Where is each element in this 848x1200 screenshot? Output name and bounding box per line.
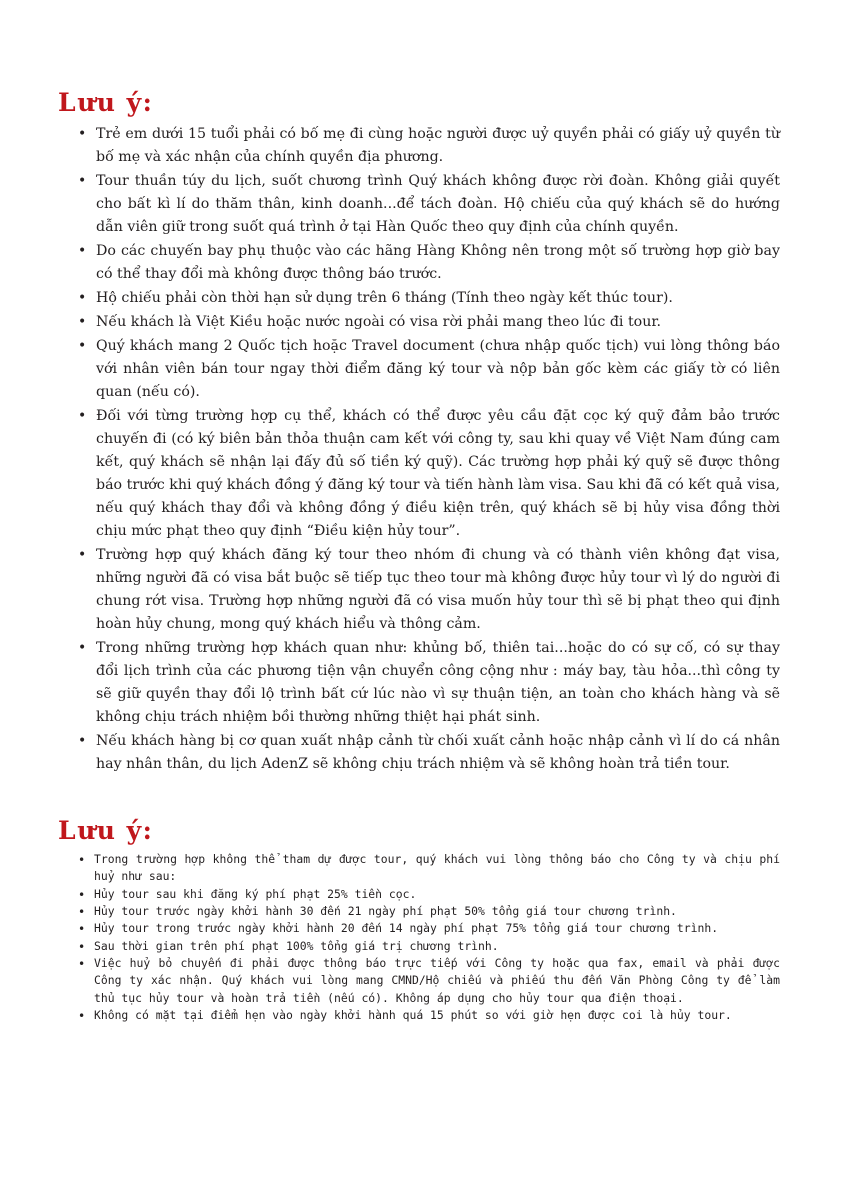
list-item	[74, 123, 780, 169]
bullet-icon: •	[78, 547, 87, 563]
bullet-icon: •	[78, 243, 87, 259]
bullet-icon: •	[78, 904, 86, 919]
list-item-text: Hộ chiếu phải còn thời hạn sử dụng trên 6 tháng (Tính theo ngày kết thúc tour).	[96, 290, 673, 306]
list-item-text: Tour thuần túy du lịch, suốt chương trình Quý khách không được rời đoàn. Không giải quyết cho bất kì lí do thăm thân, kinh doanh...để tách đoàn. Hộ chiếu của quý khách sẽ do hướng dẫn viên giữ trong suốt quá trình ở tại Hàn Quốc theo quy định của chính quyền.	[96, 173, 780, 235]
list-item-text: Sau thời gian trên phí phạt 100% tổng giá trị chương trình.	[94, 938, 499, 953]
section-title-notes-2: Lưu ý:	[58, 816, 154, 845]
list-item-text: Trường hợp quý khách đăng ký tour theo nhóm đi chung và có thành viên không đạt visa, những người đã có visa bắt buộc sẽ tiếp tục theo tour mà không được hủy tour vì lý do người đi chung rớt visa. Trường hợp những người đã có visa muốn hủy tour thì sẽ bị phạt theo qui định hoàn hủy chung, mong quý khách hiểu và thông cảm.	[96, 547, 780, 632]
bullet-icon: •	[78, 887, 86, 902]
list-item	[74, 405, 780, 543]
list-item	[74, 637, 780, 729]
list-item-text: Trong trường hợp không thể tham dự được tour, quý khách vui lòng thông báo cho Công ty và chịu phí huỷ như sau:	[94, 852, 780, 884]
notes-section-primary	[58, 88, 790, 776]
list-item	[74, 851, 780, 886]
bullet-icon: •	[78, 939, 86, 954]
list-item	[74, 903, 780, 920]
bullet-icon: •	[78, 338, 87, 354]
notes-list-2	[58, 851, 790, 1024]
list-item	[74, 730, 780, 776]
list-item-text: Đối với từng trường hợp cụ thể, khách có thể được yêu cầu đặt cọc ký quỹ đảm bảo trước chuyến đi (có ký biên bản thỏa thuận cam kết với công ty, sau khi quay về Việt Nam đúng cam kết, quý khách sẽ nhận lại đấy đủ số tiền ký quỹ). Các trường hợp phải ký quỹ sẽ được thông báo trước khi quý khách đồng ý đăng ký tour và tiến hành làm visa. Sau khi đã có kết quả visa, nếu quý khách thay đổi và không đồng ý điều kiện trên, quý khách sẽ bị hủy visa đồng thời chịu mức phạt theo quy định “Điều kiện hủy tour”.	[96, 408, 780, 539]
list-item	[74, 938, 780, 955]
list-item	[74, 240, 780, 286]
list-item	[74, 1007, 780, 1024]
list-item	[74, 335, 780, 404]
list-item-text: Trẻ em dưới 15 tuổi phải có bố mẹ đi cùng hoặc người được uỷ quyền phải có giấy uỷ quyền từ bố mẹ và xác nhận của chính quyền địa phương.	[96, 126, 780, 165]
bullet-icon: •	[78, 853, 86, 867]
notes-section-cancellation	[58, 816, 790, 1024]
list-item	[74, 311, 780, 334]
list-item-text: Việc huỷ bỏ chuyến đi phải được thông báo trực tiếp với Công ty hoặc qua fax, email và phải được Công ty xác nhận. Quý khách vui lòng mang CMND/Hộ chiếu và phiếu thu đến Văn Phòng Công ty để làm thủ tục hủy tour và hoàn trả tiền (nếu có). Không áp dụng cho hủy tour qua điện thoại.	[94, 955, 780, 1005]
list-item-text: Quý khách mang 2 Quốc tịch hoặc Travel document (chưa nhập quốc tịch) vui lòng thông báo với nhân viên bán tour ngay thời điểm đăng ký tour và nộp bản gốc kèm các giấy tờ có liên quan (nếu có).	[96, 338, 780, 400]
notes-list-1	[58, 123, 790, 776]
list-item-text: Nếu khách là Việt Kiều hoặc nước ngoài có visa rời phải mang theo lúc đi tour.	[96, 314, 662, 330]
bullet-icon: •	[78, 126, 87, 142]
bullet-icon: •	[78, 290, 87, 306]
list-item-text: Hủy tour trong trước ngày khởi hành 20 đến 14 ngày phí phạt 75% tổng giá tour chương trình.	[94, 921, 719, 936]
list-item	[74, 544, 780, 636]
bullet-icon: •	[78, 1008, 86, 1023]
list-item-text: Trong những trường hợp khách quan như: khủng bố, thiên tai...hoặc do có sự cố, có sự thay đổi lịch trình của các phương tiện vận chuyển công cộng như : máy bay, tàu hỏa...thì công ty sẽ giữ quyền thay đổi lộ trình bất cứ lúc nào vì sự thuận tiện, an toàn cho khách hàng và sẽ không chịu trách nhiệm bồi thường những thiệt hại phát sinh.	[96, 640, 780, 725]
section-title-notes-1: Lưu ý:	[58, 88, 154, 117]
bullet-icon: •	[78, 408, 87, 424]
bullet-icon: •	[78, 314, 87, 330]
list-item-text: Hủy tour trước ngày khởi hành 30 đến 21 ngày phí phạt 50% tổng giá tour chương trình.	[94, 903, 677, 918]
list-item	[74, 170, 780, 239]
list-item	[74, 955, 780, 1007]
list-item-text: Không có mặt tại điểm hẹn vào ngày khởi hành quá 15 phút so với giờ hẹn được coi là hủy tour.	[94, 1007, 732, 1022]
bullet-icon: •	[78, 956, 86, 971]
list-item	[74, 920, 780, 937]
bullet-icon: •	[78, 733, 87, 749]
bullet-icon: •	[78, 640, 87, 656]
list-item	[74, 287, 780, 310]
list-item-text: Do các chuyến bay phụ thuộc vào các hãng Hàng Không nên trong một số trường hợp giờ bay có thể thay đổi mà không được thông báo trước.	[96, 243, 780, 282]
bullet-icon: •	[78, 173, 87, 189]
list-item-text: Nếu khách hàng bị cơ quan xuất nhập cảnh từ chối xuất cảnh hoặc nhập cảnh vì lí do cá nhân hay nhân thân, du lịch AdenZ sẽ không chịu trách nhiệm và sẽ không hoàn trả tiền tour.	[96, 733, 780, 772]
bullet-icon: •	[78, 922, 86, 937]
list-item	[74, 886, 780, 903]
list-item-text: Hủy tour sau khi đăng ký phí phạt 25% tiền cọc.	[94, 886, 417, 901]
